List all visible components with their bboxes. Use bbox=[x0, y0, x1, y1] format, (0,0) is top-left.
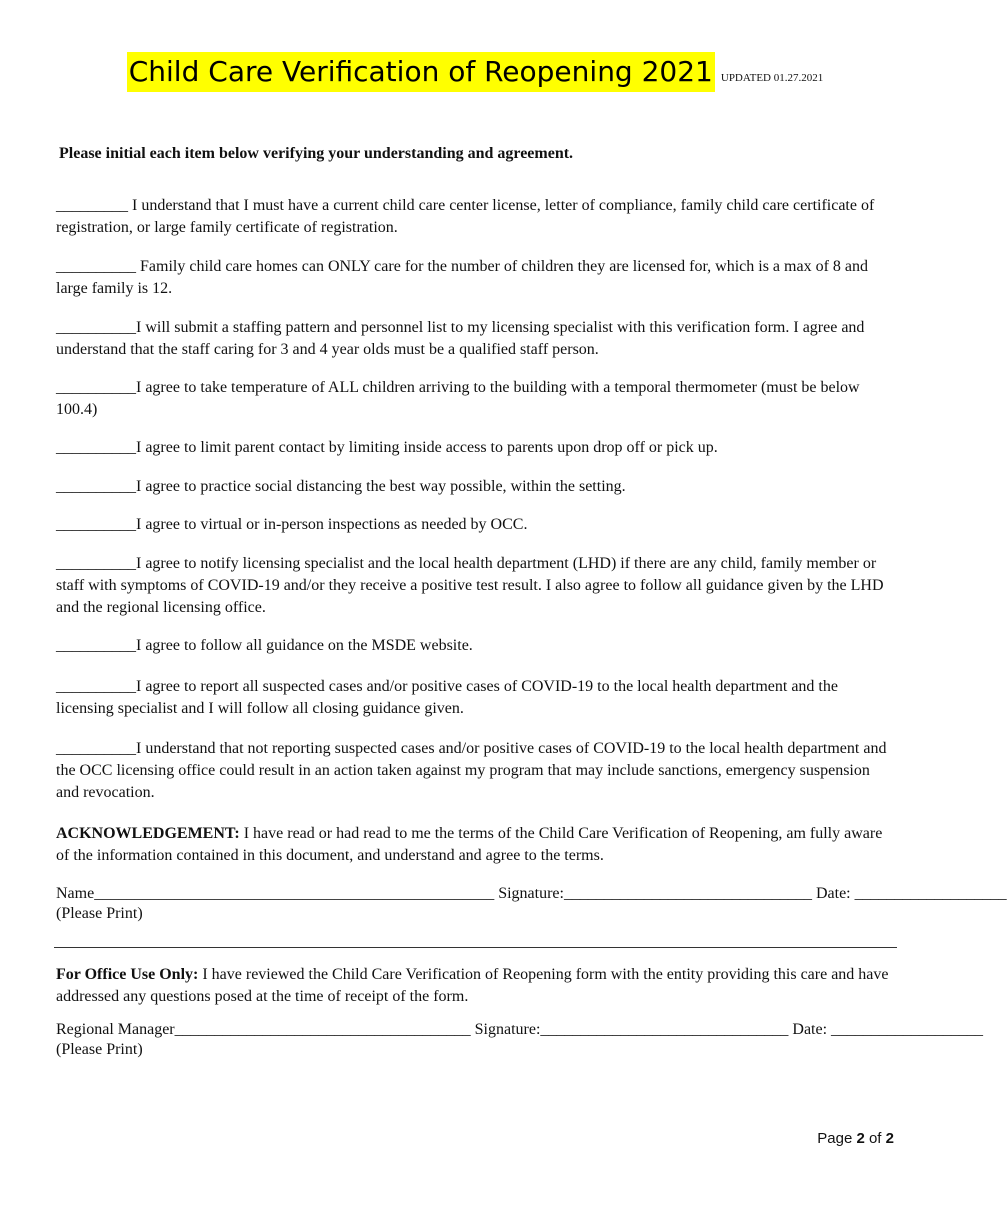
signature-field[interactable]: Signature:_______________________________ bbox=[498, 885, 812, 902]
agreement-item: __________I agree to take temperature of ALL children arriving to the building with a temporal thermometer (must be below 100.4) bbox=[56, 379, 860, 418]
manager-row bbox=[56, 1020, 984, 1040]
agreement-item: __________I agree to practice social distancing the best way possible, within the setting. bbox=[56, 478, 626, 495]
agreement-item: __________I agree to virtual or in-person inspections as needed by OCC. bbox=[56, 516, 528, 533]
agreement-item: __________ Family child care homes can ONLY care for the number of children they are licensed for, which is a max of 8 and large family is 12. bbox=[56, 258, 869, 297]
manager-date-field[interactable]: Date: ___________________ bbox=[792, 1021, 984, 1038]
office-use bbox=[56, 964, 896, 1008]
acknowledgement-text: I have read or had read to me the terms of the Child Care Verification of Reopening, am fully aware of the information contained in this document, and understand and agree to the terms. bbox=[56, 825, 883, 864]
signature-row bbox=[56, 884, 1007, 904]
agreement-item: __________I agree to report all suspected cases and/or positive cases of COVID-19 to the local health department and the licensing specialist and I will follow all closing guidance given. bbox=[56, 678, 838, 717]
agreement-item: _________ I understand that I must have a current child care center license, letter of compliance, family child care certificate of registration, or large family certificate of registration. bbox=[56, 197, 875, 236]
updated-date: UPDATED 01.27.2021 bbox=[720, 72, 824, 84]
manager-print-note: (Please Print) bbox=[56, 1041, 143, 1058]
page-title: Child Care Verification of Reopening 2021 bbox=[127, 52, 715, 92]
acknowledgement-label: ACKNOWLEDGEMENT: bbox=[56, 825, 240, 842]
current-page: 2 bbox=[856, 1130, 865, 1147]
date-field[interactable]: Date: ___________________ bbox=[815, 885, 1007, 902]
header bbox=[0, 52, 950, 92]
agreement-item: __________I will submit a staffing pattern and personnel list to my licensing specialist with this verification form. I agree and understand that the staff caring for 3 and 4 year olds must be a qualified staff person. bbox=[56, 319, 865, 358]
divider bbox=[54, 947, 897, 948]
office-use-label: For Office Use Only: bbox=[56, 966, 199, 983]
print-note: (Please Print) bbox=[56, 905, 143, 922]
name-field[interactable]: Name__________________________________________________ bbox=[56, 885, 495, 902]
page-number: Page 2 of 2 bbox=[817, 1130, 894, 1147]
agreement-item: __________I understand that not reporting suspected cases and/or positive cases of COVID-19 to the local health department and the OCC licensing office could result in an action taken against my program that may include sanctions, emergency suspension and revocation. bbox=[56, 740, 887, 801]
office-use-text: I have reviewed the Child Care Verification of Reopening form with the entity providing this care and have addressed any questions posed at the time of receipt of the form. bbox=[56, 966, 889, 1005]
agreement-item: __________I agree to follow all guidance on the MSDE website. bbox=[56, 637, 473, 654]
acknowledgement bbox=[56, 823, 896, 867]
manager-name-field[interactable]: Regional Manager_____________________________________ bbox=[56, 1021, 471, 1038]
instruction: Please initial each item below verifying your understanding and agreement. bbox=[59, 145, 574, 162]
agreement-item: __________I agree to limit parent contact by limiting inside access to parents upon drop off or pick up. bbox=[56, 439, 718, 456]
manager-signature-field[interactable]: Signature:_______________________________ bbox=[474, 1021, 789, 1038]
total-pages: 2 bbox=[885, 1130, 894, 1147]
agreement-item: __________I agree to notify licensing specialist and the local health department (LHD) if there are any child, family member or staff with symptoms of COVID-19 and/or they receive a positive test result. I also agree to follow all guidance given by the LHD and the regional licensing office. bbox=[56, 555, 884, 616]
